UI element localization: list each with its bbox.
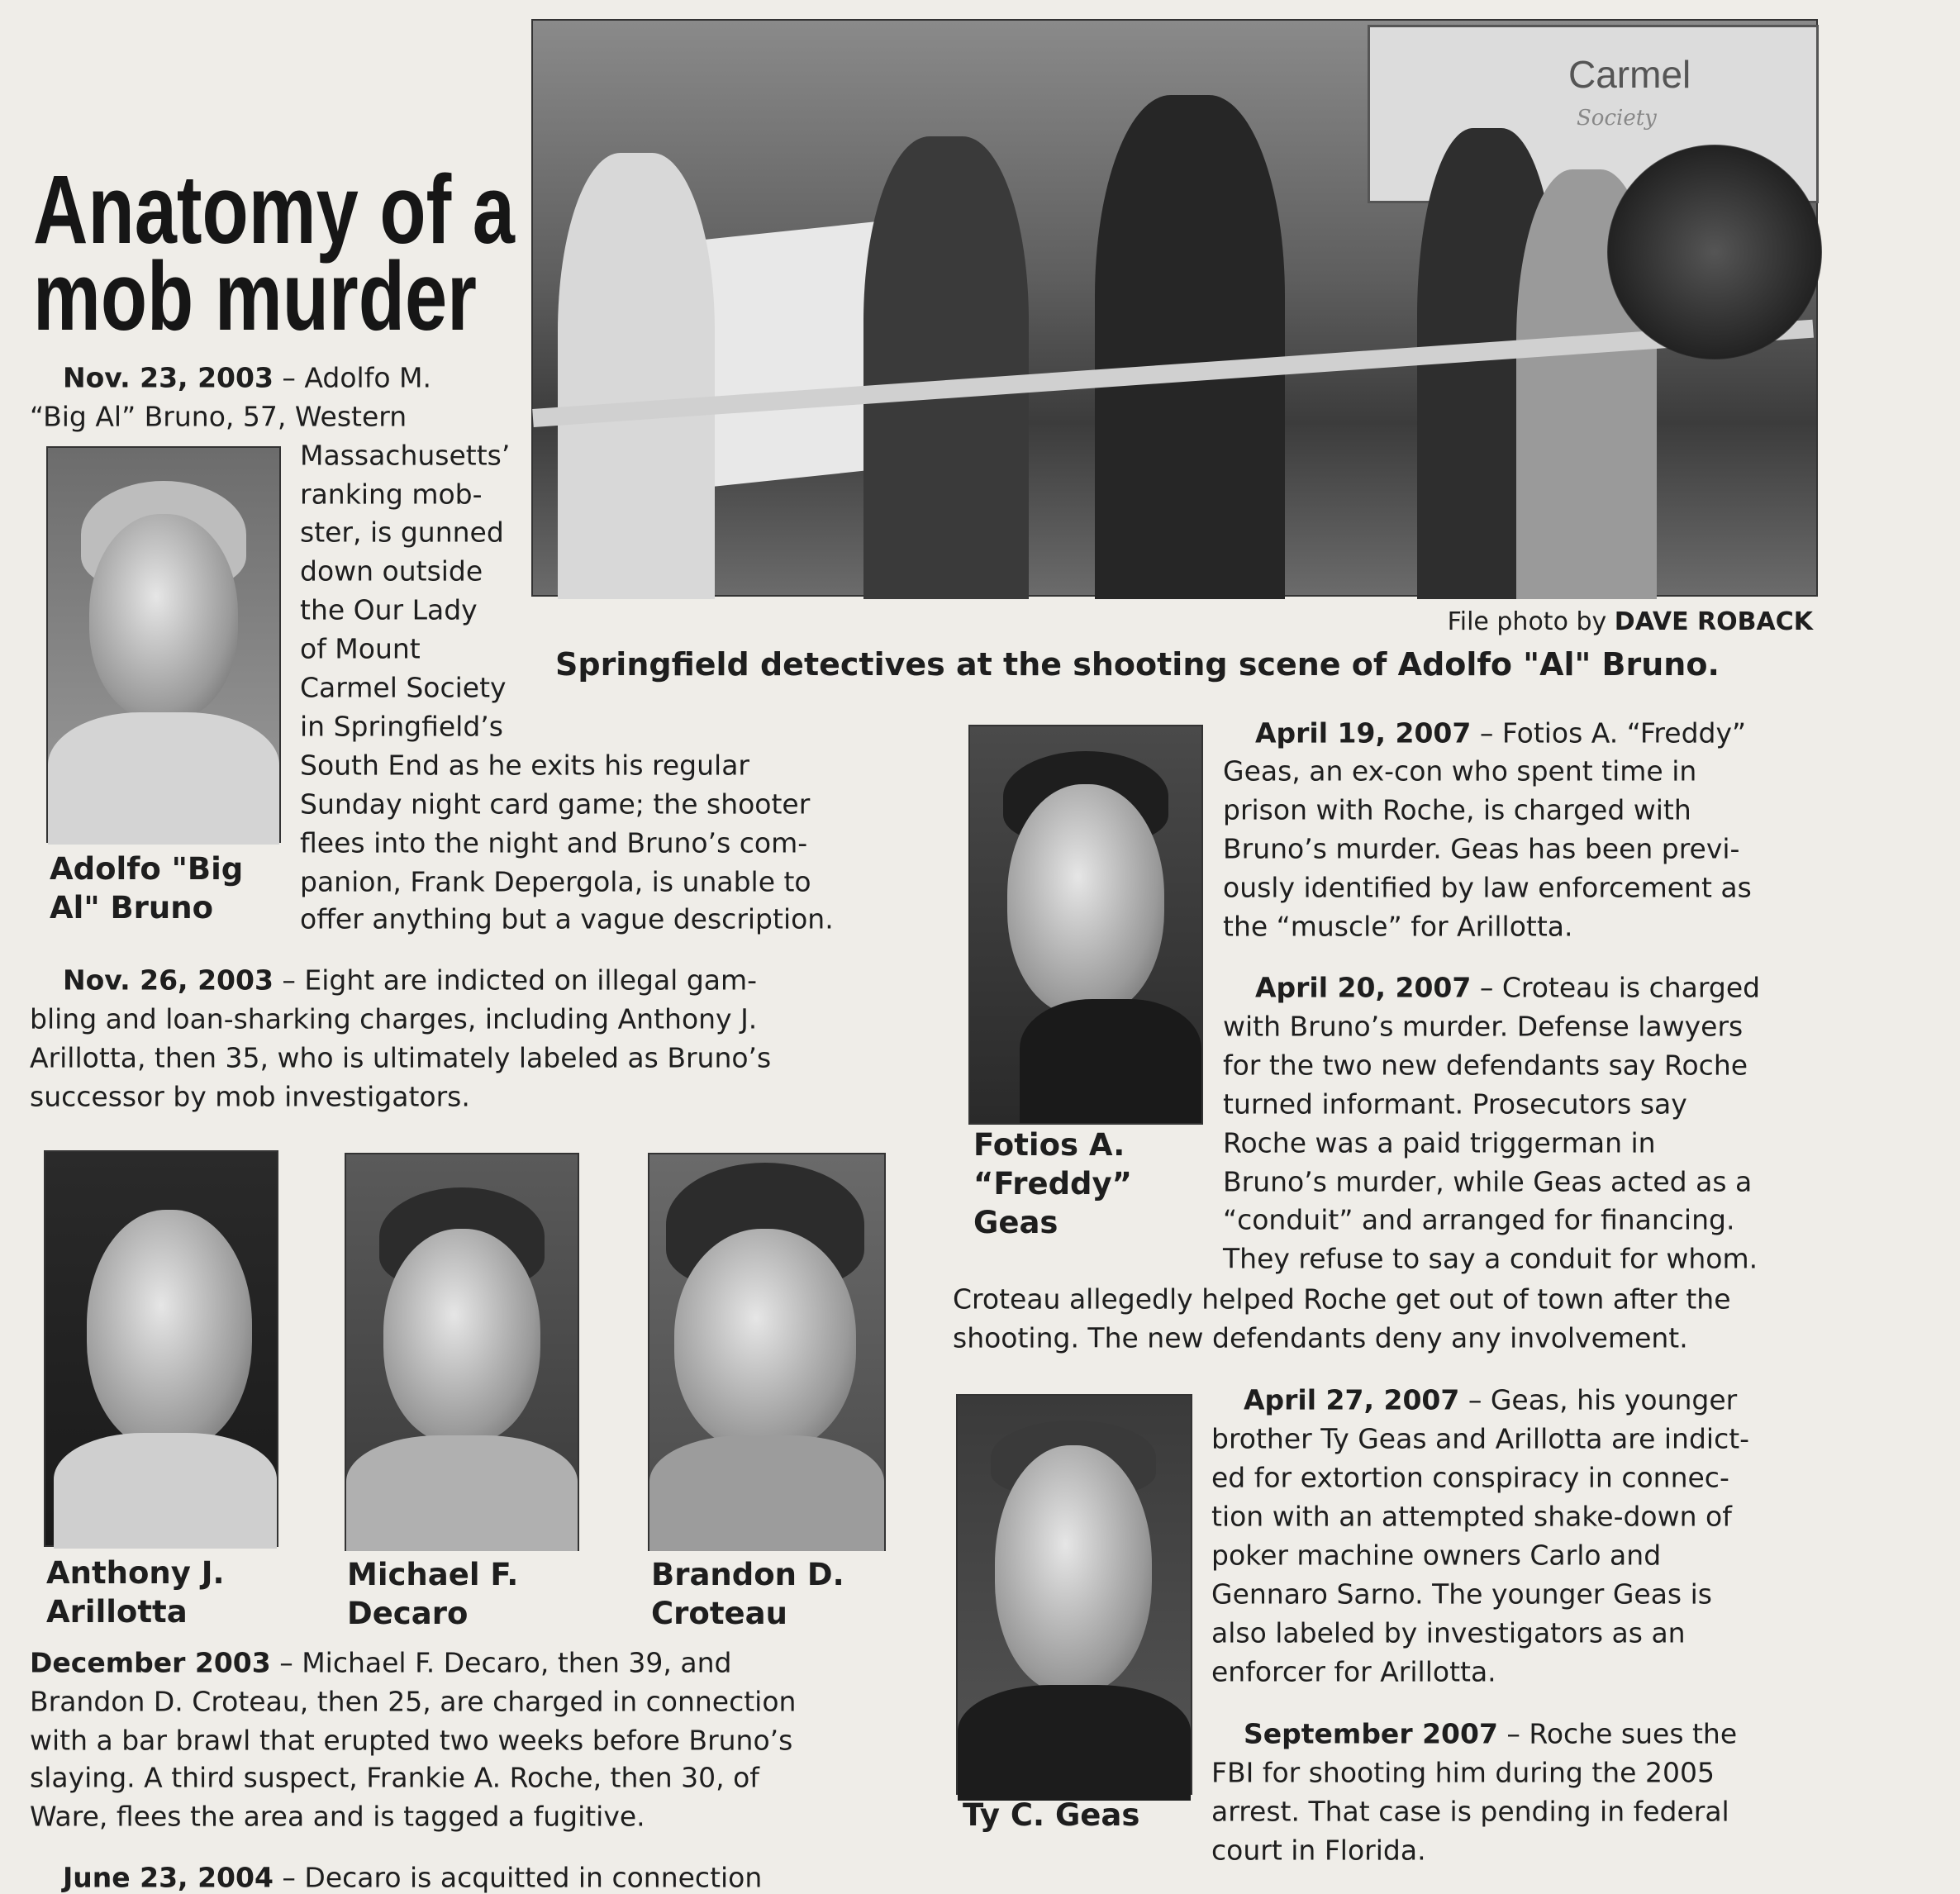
label-fotios-1: Fotios A.: [973, 1127, 1125, 1163]
portrait-ty-geas: [956, 1394, 1192, 1795]
entry-text: Croteau allegedly helped Roche get out of town after the: [953, 1282, 1731, 1316]
entry-line: [300, 516, 504, 549]
entry-text: South End as he exits his regular: [300, 749, 749, 782]
entry-line: [300, 593, 478, 626]
entry-date: April 27, 2007: [1244, 1383, 1460, 1416]
entry-line: [1223, 1087, 1687, 1121]
entry-text: slaying. A third suspect, Frankie A. Roche, then 30, of: [30, 1761, 759, 1794]
credit-name: DAVE ROBACK: [1614, 607, 1813, 636]
entry-text: in Springfield’s: [300, 710, 503, 743]
entry-text: Ware, flees the area and is tagged a fugitive.: [30, 1800, 645, 1833]
entry-text: – Michael F. Decaro, then 39, and: [270, 1646, 732, 1679]
entry-text: FBI for shooting him during the 2005: [1211, 1756, 1715, 1789]
entry-date: April 20, 2007: [1255, 971, 1472, 1004]
entry-text: Carmel Society: [300, 671, 507, 704]
entry-line: [953, 1282, 1731, 1316]
entry-line: [300, 902, 834, 935]
entry-text: with Bruno’s murder. Defense lawyers: [1223, 1010, 1744, 1043]
entry-text: of Mount: [300, 632, 421, 665]
entry-line: [300, 826, 808, 859]
entry-text: – Eight are indicted on illegal gam-: [273, 964, 758, 997]
label-bruno-1: Adolfo "Big: [50, 851, 244, 887]
entry-text: successor by mob investigators.: [30, 1080, 470, 1113]
entry-line: [30, 1724, 793, 1757]
entry-line: [1211, 1539, 1662, 1572]
entry-line: [30, 1002, 758, 1035]
entry-text: Geas, an ex-con who spent time in: [1223, 754, 1697, 788]
entry-line: [30, 400, 407, 433]
entry-date: Nov. 23, 2003: [63, 361, 274, 394]
entry-line: [1211, 1578, 1712, 1611]
entry-text: prison with Roche, is charged with: [1223, 793, 1691, 826]
entry-text: “conduit” and arranged for financing.: [1223, 1203, 1735, 1236]
label-fotios-3: Geas: [973, 1205, 1058, 1240]
entry-first-line: [63, 964, 758, 997]
entry-date: December 2003: [30, 1646, 271, 1679]
entry-first-line: [30, 1646, 732, 1679]
entry-text: Sunday night card game; the shooter: [300, 788, 811, 821]
detective-figure: [1095, 95, 1285, 599]
entry-first-line: [1244, 1717, 1738, 1750]
entry-date: June 23, 2004: [63, 1861, 274, 1894]
label-ty-geas: Ty C. Geas: [963, 1797, 1140, 1833]
entry-line: [300, 478, 483, 511]
entry-line: [1211, 1461, 1729, 1494]
entry-line: [30, 1041, 772, 1074]
entry-line: [30, 1761, 759, 1794]
bush: [1607, 145, 1822, 359]
entry-text: also labeled by investigators as an: [1211, 1616, 1686, 1649]
entry-line: [300, 749, 749, 782]
entry-line: [1211, 1795, 1729, 1828]
entry-line: [1223, 754, 1697, 788]
entry-line: [1223, 1242, 1758, 1275]
entry-text: Brandon D. Croteau, then 25, are charged in connection: [30, 1685, 797, 1718]
entry-line: [1223, 1010, 1744, 1043]
entry-text: – Geas, his younger: [1459, 1383, 1738, 1416]
entry-line: [1211, 1756, 1715, 1789]
entry-line: [300, 671, 507, 704]
entry-text: offer anything but a vague description.: [300, 902, 834, 935]
label-decaro-2: Decaro: [347, 1596, 469, 1631]
label-arillotta-1: Anthony J.: [46, 1555, 225, 1591]
entry-text: turned informant. Prosecutors say: [1223, 1087, 1687, 1121]
label-fotios-2: “Freddy”: [973, 1166, 1132, 1202]
entry-text: panion, Frank Depergola, is unable to: [300, 865, 811, 898]
portrait-croteau: [648, 1153, 886, 1551]
detective-figure: [558, 153, 715, 599]
entry-text: the Our Lady: [300, 593, 478, 626]
entry-text: enforcer for Arillotta.: [1211, 1655, 1496, 1688]
entry-line: [30, 1080, 470, 1113]
entry-text: Roche was a paid triggerman in: [1223, 1126, 1656, 1159]
photo-credit: [1448, 607, 1813, 636]
entry-text: Gennaro Sarno. The younger Geas is: [1211, 1578, 1712, 1611]
entry-line: [300, 439, 511, 472]
entry-first-line: [1244, 1383, 1738, 1416]
entry-text: poker machine owners Carlo and: [1211, 1539, 1662, 1572]
entry-text: – Decaro is acquitted in connection: [273, 1861, 763, 1894]
credit-prefix: File photo by: [1447, 607, 1615, 636]
cut-off-line: [63, 1861, 763, 1894]
entry-line: [1223, 1126, 1656, 1159]
label-decaro-1: Michael F.: [347, 1557, 519, 1592]
entry-line: [1211, 1655, 1496, 1688]
entry-line: [1223, 1165, 1753, 1198]
sign-subtext: Society: [1577, 106, 1657, 131]
entry-line: [1223, 871, 1752, 904]
entry-line: [1223, 910, 1573, 943]
entry-date: September 2007: [1244, 1717, 1498, 1750]
entry-text: Bruno’s murder, while Geas acted as a: [1223, 1165, 1753, 1198]
detective-figure: [863, 136, 1029, 599]
entry-text: down outside: [300, 554, 483, 588]
portrait-decaro: [345, 1153, 579, 1551]
label-croteau-2: Croteau: [651, 1596, 787, 1631]
entry-text: Massachusetts’: [300, 439, 511, 472]
entry-line: [300, 865, 811, 898]
entry-date: Nov. 26, 2003: [63, 964, 274, 997]
entry-text: with a bar brawl that erupted two weeks before Bruno’s: [30, 1724, 793, 1757]
entry-text: ster, is gunned: [300, 516, 504, 549]
entry-text: “Big Al” Bruno, 57, Western: [30, 400, 407, 433]
entry-text: the “muscle” for Arillotta.: [1223, 910, 1573, 943]
entry-text: – Croteau is charged: [1471, 971, 1761, 1004]
entry-line: [1211, 1500, 1732, 1533]
entry-line: [30, 1685, 797, 1718]
entry-text: – Adolfo M.: [273, 361, 431, 394]
entry-line: [1211, 1834, 1426, 1867]
portrait-fotios-geas: [968, 725, 1203, 1125]
entry-text: brother Ty Geas and Arillotta are indict-: [1211, 1422, 1750, 1455]
entry-line: [300, 710, 503, 743]
entry-line: [1223, 1049, 1748, 1082]
entry-first-line: [1255, 716, 1747, 750]
portrait-arillotta: [44, 1150, 278, 1547]
entry-line: [1211, 1422, 1750, 1455]
entry-line: [1223, 1203, 1735, 1236]
entry-line: [300, 788, 811, 821]
label-bruno-2: Al" Bruno: [50, 890, 214, 926]
entry-text: bling and loan-sharking charges, including Anthony J.: [30, 1002, 758, 1035]
entry-text: Arillotta, then 35, who is ultimately labeled as Bruno’s: [30, 1041, 772, 1074]
entry-text: ranking mob-: [300, 478, 483, 511]
entry-text: for the two new defendants say Roche: [1223, 1049, 1748, 1082]
entry-text: arrest. That case is pending in federal: [1211, 1795, 1729, 1828]
label-croteau-1: Brandon D.: [651, 1557, 844, 1592]
headline-line-1: Anatomy of a: [33, 155, 515, 264]
sign-text: Carmel: [1568, 53, 1691, 96]
entry-first-line: [63, 361, 431, 394]
cut-off-entry: [0, 1844, 992, 1894]
entry-first-line: [1255, 971, 1761, 1004]
entry-line: [1223, 832, 1740, 865]
entry-text: shooting. The new defendants deny any involvement.: [953, 1321, 1688, 1354]
portrait-bruno: [46, 446, 281, 843]
entry-text: tion with an attempted shake-down of: [1211, 1500, 1732, 1533]
entry-line: [1223, 793, 1691, 826]
entry-line: [300, 632, 421, 665]
entry-line: [1211, 1616, 1686, 1649]
entry-text: ously identified by law enforcement as: [1223, 871, 1752, 904]
entry-text: ed for extortion conspiracy in connec-: [1211, 1461, 1729, 1494]
label-arillotta-2: Arillotta: [46, 1594, 188, 1630]
entry-line: [30, 1800, 645, 1833]
entry-text: court in Florida.: [1211, 1834, 1426, 1867]
entry-line: [953, 1321, 1688, 1354]
entry-text: Bruno’s murder. Geas has been previ-: [1223, 832, 1740, 865]
entry-line: [300, 554, 483, 588]
headline-line-2: mob murder: [33, 242, 477, 351]
entry-text: flees into the night and Bruno’s com-: [300, 826, 808, 859]
main-photo-crime-scene: [531, 19, 1818, 597]
entry-text: – Roche sues the: [1497, 1717, 1738, 1750]
entry-text: – Fotios A. “Freddy”: [1471, 716, 1747, 750]
entry-text: They refuse to say a conduit for whom.: [1223, 1242, 1758, 1275]
entry-date: April 19, 2007: [1255, 716, 1472, 750]
photo-caption: Springfield detectives at the shooting scene of Adolfo "Al" Bruno.: [555, 646, 1720, 683]
